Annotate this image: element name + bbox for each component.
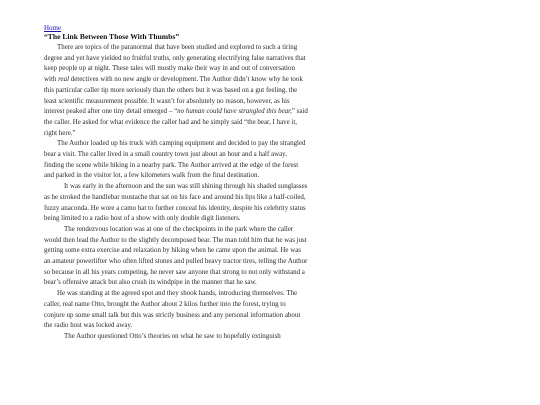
paragraph-1-text-e: ” said the caller. He asked for what evidence the caller had and he simply said “the bear, I have it, right here.”	[44, 107, 308, 137]
story-paragraph-4: The rendezvous location was at one of the checkpoints in the park where the caller would then lead the Author to the slightly decomposed bear. The man told him that he was just getting some extra exercise and relaxation by hiking when he came upon the animal. He was an amateur powerlifter who often lifted stones and pulled heavy tractor tires, telling the Author so because in all his years competing, he never saw anyone that strong to not only withstand a bear’s offensive attack but also crush its windpipe in the manner that he saw.	[44, 224, 308, 287]
story-paragraph-3: It was early in the afternoon and the sun was still shining through his shaded sunglasses as he stroked the handlebar mustache that sat on his face and around his lips like a half-coiled, fuzzy anaconda. He wore a camo hat to further conceal his identity, despite his celebrity status being limited to a radio host of a show with only double digit listeners.	[44, 182, 308, 223]
paragraph-1-emphasis-quote: no human could have strangled this bear,	[177, 107, 292, 116]
paragraph-1-text-c: detectives with no new angle or development. The Author didn’t know why he took this particular caller tip more seriously than the others but it was based on a gut feeling, the least scientific measurement possible. It wasn’t for absolutely no reason, however, as his interest peaked after one tiny detail emerged – “	[44, 75, 303, 116]
home-link[interactable]: Home	[44, 24, 62, 32]
paragraph-1-text-a: There are topics of the paranormal that have been studied and explored to such a tiring degree and yet have yielded no fruitful truths, only generating electrifying false narratives that keep people up at night. These tales will mostly make their way in and out of conversation with	[44, 43, 306, 84]
story-title: “The Link Between Those With Thumbs”	[44, 32, 180, 41]
story-paragraph-2: The Author loaded up his truck with camping equipment and decided to pay the strangled bear a visit. The caller lived in a small country town just about an hour and a half away, finding the scene while hiking in a nearby park. The Author arrived at the edge of the forest and parked in the visitor lot, a few kilometers walk from the final destination.	[44, 139, 306, 180]
story-paragraph-6: The Author questioned Otto’s theories on what he saw to hopefully extinguish	[64, 331, 281, 340]
paragraph-1-emphasis-real: real	[58, 75, 69, 84]
story-paragraph-5: He was standing at the agreed spot and they shook hands, introducing themselves. The caller, real name Otto, brought the Author about 2 kilos further into the forest, trying to conjure up some small talk but this was strictly business and any personal information about the radio host was locked away.	[44, 289, 301, 330]
story-paragraph-1	[44, 42, 308, 138]
story-page	[44, 24, 308, 342]
